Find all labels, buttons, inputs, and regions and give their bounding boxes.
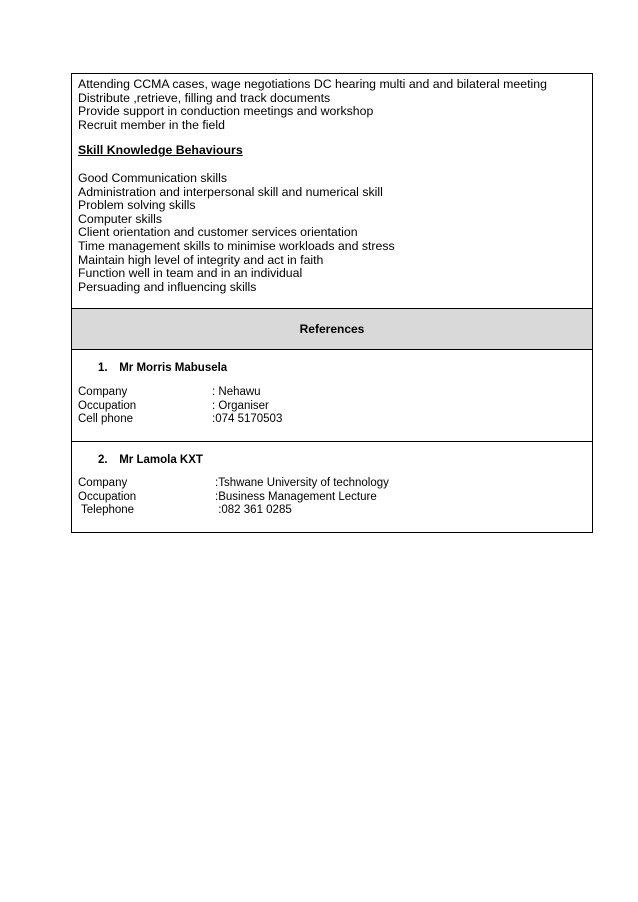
duty-line: Attending CCMA cases, wage negotiations DC hearing multi and and bilateral meeting	[78, 77, 547, 91]
reference-field	[78, 504, 586, 518]
skill-item: Maintain high level of integrity and act in faith	[78, 252, 324, 267]
cv-table	[71, 73, 593, 533]
reference-name	[78, 454, 586, 468]
skill-item: Client orientation and customer services orientation	[78, 225, 358, 240]
duties-section	[72, 74, 592, 308]
reference-number: 2.	[98, 453, 108, 466]
field-value: : Organiser	[212, 399, 269, 412]
field-value: :082 361 0285	[215, 504, 292, 517]
references-heading: References	[72, 308, 592, 350]
field-label: Company	[78, 385, 128, 398]
duty-line: Recruit member in the field	[78, 117, 225, 132]
reference-entry	[72, 441, 592, 532]
duty-line: Provide support in conduction meetings and workshop	[78, 104, 374, 119]
reference-field	[78, 491, 586, 505]
reference-field	[78, 400, 586, 414]
field-label: Occupation	[78, 399, 137, 412]
field-label: Telephone	[78, 504, 135, 517]
skill-item: Good Communication skills	[78, 170, 227, 185]
skill-item: Administration and interpersonal skill and numerical skill	[78, 184, 383, 199]
reference-name	[78, 362, 586, 376]
reference-name-text: Mr Lamola KXT	[119, 453, 203, 466]
skill-item: Computer skills	[78, 211, 163, 226]
skill-item: Persuading and influencing skills	[78, 279, 257, 294]
field-label: Occupation	[78, 490, 137, 503]
reference-name-text: Mr Morris Mabusela	[119, 362, 228, 375]
skills-heading: Skill Knowledge Behaviours	[78, 143, 243, 158]
field-label: Cell phone	[78, 413, 133, 426]
reference-number: 1.	[98, 362, 108, 375]
field-value: :074 5170503	[212, 413, 283, 426]
field-label: Company	[78, 477, 128, 490]
skill-item: Function well in team and in an individual	[78, 266, 303, 281]
reference-field	[78, 413, 586, 427]
skill-item: Time management skills to minimise workloads and stress	[78, 238, 395, 253]
field-value: :Tshwane University of technology	[215, 477, 389, 490]
field-value: :Business Management Lecture	[215, 490, 377, 503]
reference-field	[78, 477, 586, 491]
duty-line: Distribute ,retrieve, filling and track documents	[78, 90, 331, 105]
skill-item: Problem solving skills	[78, 198, 196, 213]
reference-field	[78, 386, 586, 400]
reference-entry	[72, 350, 592, 440]
field-value: : Nehawu	[212, 385, 261, 398]
